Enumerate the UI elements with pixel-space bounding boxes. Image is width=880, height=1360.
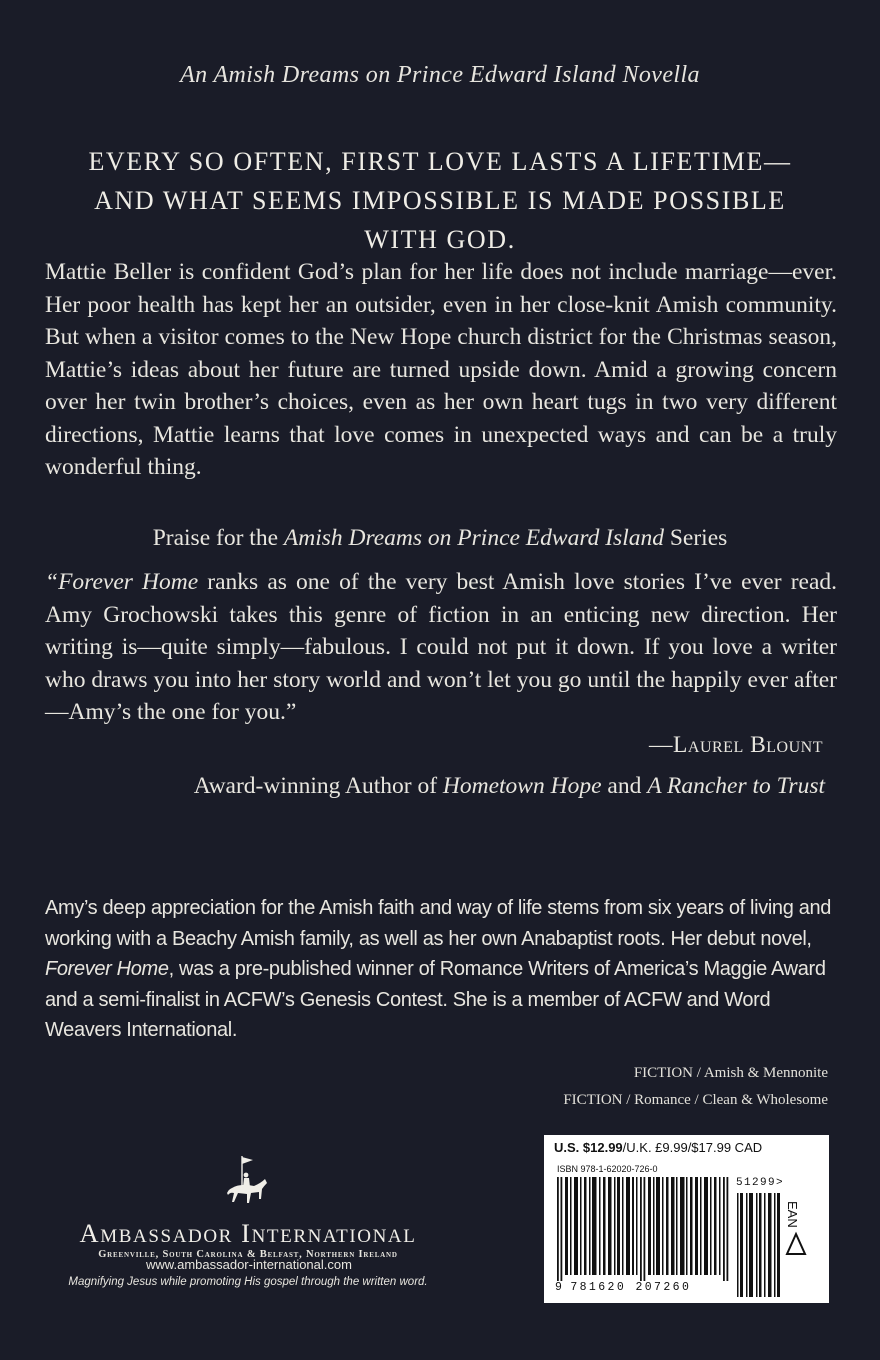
publisher-motto: Magnifying Jesus while promoting His gospel through the written word. — [68, 1276, 428, 1288]
endorser-name: —Laurel Blount — [649, 732, 823, 758]
ean-label: EAN — [785, 1201, 800, 1228]
tagline-line-1: EVERY SO OFTEN, FIRST LOVE LASTS A LIFETIME— — [88, 147, 792, 176]
barcode-digits — [555, 1281, 731, 1294]
credentials-prefix: Award-winning Author of — [193, 773, 443, 799]
bio-book-title: Forever Home — [45, 958, 169, 980]
publisher-logo — [38, 1152, 458, 1260]
book-blurb: Mattie Beller is confident God’s plan for her life does not include marriage—ever. Her poor health has kept her an outsider, even in her close-knit Amish community. But when a visitor comes to the New Hope church district for the Christmas season, Mattie’s ideas about her future are turned upside down. Amid a growing concern over her twin brother’s choices, even as her own heart tugs in two very different directions, Mattie learns that love comes in unexpected ways and can be a truly wonderful thing. — [45, 259, 837, 480]
ean-barcode — [555, 1177, 731, 1281]
barcode-digits-left: 781620 — [570, 1281, 627, 1294]
isbn-text: ISBN 978-1-62020-726-0 — [557, 1164, 658, 1174]
tagline-line-3: WITH GOD. — [364, 225, 516, 254]
horse-rider-flag-icon — [222, 1152, 274, 1208]
category-2: FICTION / Romance / Clean & Wholesome — [563, 1092, 828, 1108]
credentials-and: and — [601, 773, 648, 799]
endorsement-quote — [45, 566, 837, 729]
series-line: An Amish Dreams on Prince Edward Island Novella — [180, 62, 700, 88]
barcode-digits-right: 207260 — [635, 1281, 692, 1294]
quote-text: ranks as one of the very best Amish love stories I’ve ever read. Amy Grochowski takes this genre of fiction in an enticing new direction. Her writing is—quite simply—fabulous. I could not put it down. If you love a writer who draws you into her story world and won’t let you go until the happily ever after—Amy’s the one for you.” — [45, 569, 838, 725]
praise-series-title: Amish Dreams on Prince Edward Island — [283, 525, 664, 551]
praise-suffix: Series — [663, 525, 728, 551]
author-bio — [45, 893, 835, 1046]
quote-open-mark: “ — [45, 569, 59, 595]
bisac-categories — [563, 1060, 828, 1114]
publisher-name: Ambassador International — [79, 1218, 417, 1248]
credentials-book-2: A Rancher to Trust — [647, 773, 825, 799]
category-1: FICTION / Amish & Mennonite — [633, 1065, 828, 1081]
quote-book-title: Forever Home — [58, 569, 199, 595]
endorser-credentials — [194, 773, 825, 800]
publisher-url: www.ambassador-international.com — [146, 1257, 352, 1272]
credentials-book-1: Hometown Hope — [442, 773, 602, 799]
triangle-icon — [784, 1231, 808, 1257]
praise-prefix: Praise for the — [152, 525, 284, 551]
praise-heading — [0, 525, 880, 552]
price-other: /U.K. £9.99/$17.99 CAD — [622, 1140, 763, 1155]
tagline — [60, 142, 820, 259]
supplement-digits: 51299> — [736, 1177, 785, 1189]
bio-part-2: , was a pre-published winner of Romance Writers of America’s Maggie Award and a semi-finalist in ACFW’s Genesis Contest. She is a member of ACFW and Word Weavers International. — [45, 958, 826, 1041]
bio-part-1: Amy’s deep appreciation for the Amish faith and way of life stems from six years of living and working with a Beachy Amish family, as well as her own Anabaptist roots. Her debut novel, — [45, 897, 832, 950]
supplement-barcode — [737, 1193, 787, 1297]
barcode-box — [544, 1135, 829, 1303]
barcode-digit-first: 9 — [555, 1281, 565, 1294]
price-us: U.S. $12.99 — [554, 1140, 623, 1155]
publisher-location: Greenville, South Carolina & Belfast, Northern Ireland — [98, 1249, 398, 1260]
price-line — [554, 1140, 824, 1155]
tagline-line-2: AND WHAT SEEMS IMPOSSIBLE IS MADE POSSIBLE — [94, 186, 786, 215]
